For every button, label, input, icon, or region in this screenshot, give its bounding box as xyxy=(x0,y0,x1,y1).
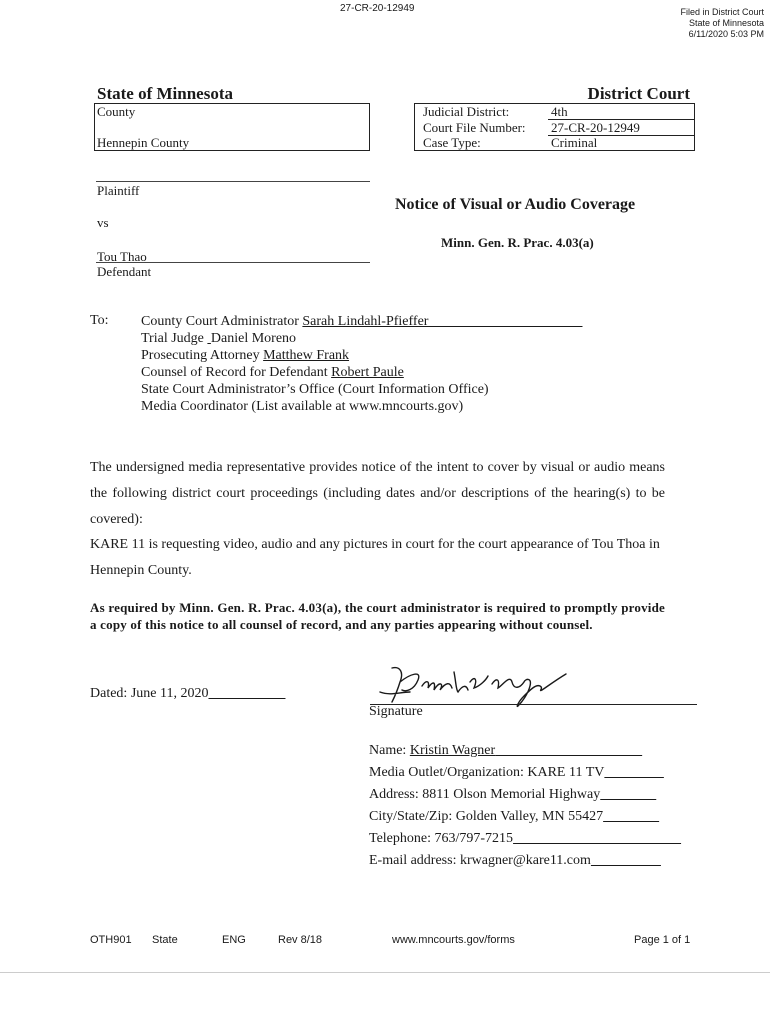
prosecutor-label: Prosecuting Attorney xyxy=(141,348,260,363)
judicial-district-value: 4th xyxy=(551,104,568,119)
blank-line xyxy=(428,314,582,329)
outlet-value: KARE 11 TV xyxy=(527,765,605,780)
handwritten-signature xyxy=(370,662,590,710)
address-label: Address: xyxy=(369,787,419,802)
court-admin-label: County Court Administrator xyxy=(141,314,299,329)
name-label: Name: xyxy=(369,743,407,758)
county-label: County xyxy=(97,104,136,119)
counsel-row xyxy=(141,364,404,381)
case-type-label: Case Type: xyxy=(423,135,481,150)
name-value: Kristin Wagner xyxy=(409,743,496,758)
blank-line xyxy=(208,686,285,701)
address-row xyxy=(369,784,656,806)
court-admin-name: Sarah Lindahl-Pfieffer xyxy=(302,314,429,329)
media-coordinator-row: Media Coordinator (List available at www.mncourts.gov) xyxy=(141,399,464,414)
signature-label: Signature xyxy=(369,704,423,719)
phone-value: 763/797-7215 xyxy=(434,831,514,846)
counsel-name: Robert Paule xyxy=(331,365,404,380)
blank-line xyxy=(591,853,661,868)
judge-label: Trial Judge xyxy=(141,331,204,346)
phone-row xyxy=(369,828,681,850)
admin-requirement-paragraph: As required by Minn. Gen. R. Prac. 4.03(a), the court administrator is required to promptly provide a copy of this notice to all counsel of record, and any parties appearing without counsel. xyxy=(90,600,665,632)
footer-page: Page 1 of 1 xyxy=(634,934,691,946)
signature-handwriting-text: Kristin Wagner xyxy=(370,662,377,663)
blank-line xyxy=(495,743,642,758)
vs-label: vs xyxy=(97,215,109,230)
case-type-row xyxy=(423,135,693,151)
filed-stamp xyxy=(680,7,764,40)
email-label: E-mail address: xyxy=(369,853,457,868)
filed-line-1: Filed in District Court xyxy=(680,7,764,17)
court-admin-row xyxy=(141,313,582,330)
court-file-row xyxy=(423,120,693,136)
footer-url: www.mncourts.gov/forms xyxy=(392,934,515,946)
court-title: District Court xyxy=(587,84,690,103)
outlet-label: Media Outlet/Organization: xyxy=(369,765,524,780)
footer-jurisdiction: State xyxy=(152,934,178,946)
blank-line xyxy=(600,787,656,802)
outlet-row xyxy=(369,762,664,784)
to-label: To: xyxy=(90,313,109,328)
dated-value: June 11, 2020 xyxy=(130,686,209,701)
city-value: Golden Valley, MN 55427 xyxy=(455,809,604,824)
plaintiff-label: Plaintiff xyxy=(97,183,140,198)
court-file-value: 27-CR-20-12949 xyxy=(551,120,640,135)
judicial-district-row xyxy=(423,104,693,120)
case-type-value: Criminal xyxy=(551,135,598,150)
intent-paragraph: The undersigned media representative provides notice of the intent to cover by visual or audio means the following district court proceedings (including dates and/or descriptions of the hearing(s) to be covered): xyxy=(90,460,665,527)
notice-title: Notice of Visual or Audio Coverage xyxy=(395,196,636,213)
address-value: 8811 Olson Memorial Highway xyxy=(422,787,601,802)
court-file-label: Court File Number: xyxy=(423,120,526,135)
blank-line xyxy=(513,831,681,846)
top-file-number: 27-CR-20-12949 xyxy=(340,3,415,14)
filed-line-3: 6/11/2020 5:03 PM xyxy=(688,29,764,39)
blank-line xyxy=(604,765,664,780)
defendant-name: Tou Thao xyxy=(97,249,147,264)
prosecutor-row xyxy=(141,347,349,364)
rule-citation: Minn. Gen. R. Prac. 4.03(a) xyxy=(441,235,594,250)
county-value: Hennepin County xyxy=(97,135,190,150)
dated-label: Dated: xyxy=(90,686,128,701)
filed-line-2: State of Minnesota xyxy=(688,18,764,28)
judicial-district-label: Judicial District: xyxy=(423,104,510,119)
state-admin-row: State Court Administrator’s Office (Court Information Office) xyxy=(141,382,489,397)
email-row xyxy=(369,850,661,872)
city-label: City/State/Zip: xyxy=(369,809,453,824)
city-row xyxy=(369,806,659,828)
judge-row xyxy=(141,330,296,347)
counsel-label: Counsel of Record for Defendant xyxy=(141,365,328,380)
footer-language: ENG xyxy=(222,934,246,946)
footer-form-code: OTH901 xyxy=(90,934,132,946)
dated-row xyxy=(90,686,285,702)
email-value: krwagner@kare11.com xyxy=(459,853,591,868)
phone-label: Telephone: xyxy=(369,831,431,846)
footer-revision: Rev 8/18 xyxy=(278,934,323,946)
request-paragraph: KARE 11 is requesting video, audio and any pictures in court for the court appearance of Tou Thoa in Hennepin County. xyxy=(90,537,660,578)
judge-name: Daniel Moreno xyxy=(210,331,297,346)
prosecutor-name: Matthew Frank xyxy=(263,348,350,363)
plaintiff-line xyxy=(96,181,370,182)
name-row xyxy=(369,740,642,762)
bottom-divider xyxy=(0,972,770,973)
blank-line xyxy=(603,809,659,824)
defendant-line xyxy=(96,262,370,263)
defendant-label: Defendant xyxy=(97,264,152,279)
state-title: State of Minnesota xyxy=(97,84,233,103)
